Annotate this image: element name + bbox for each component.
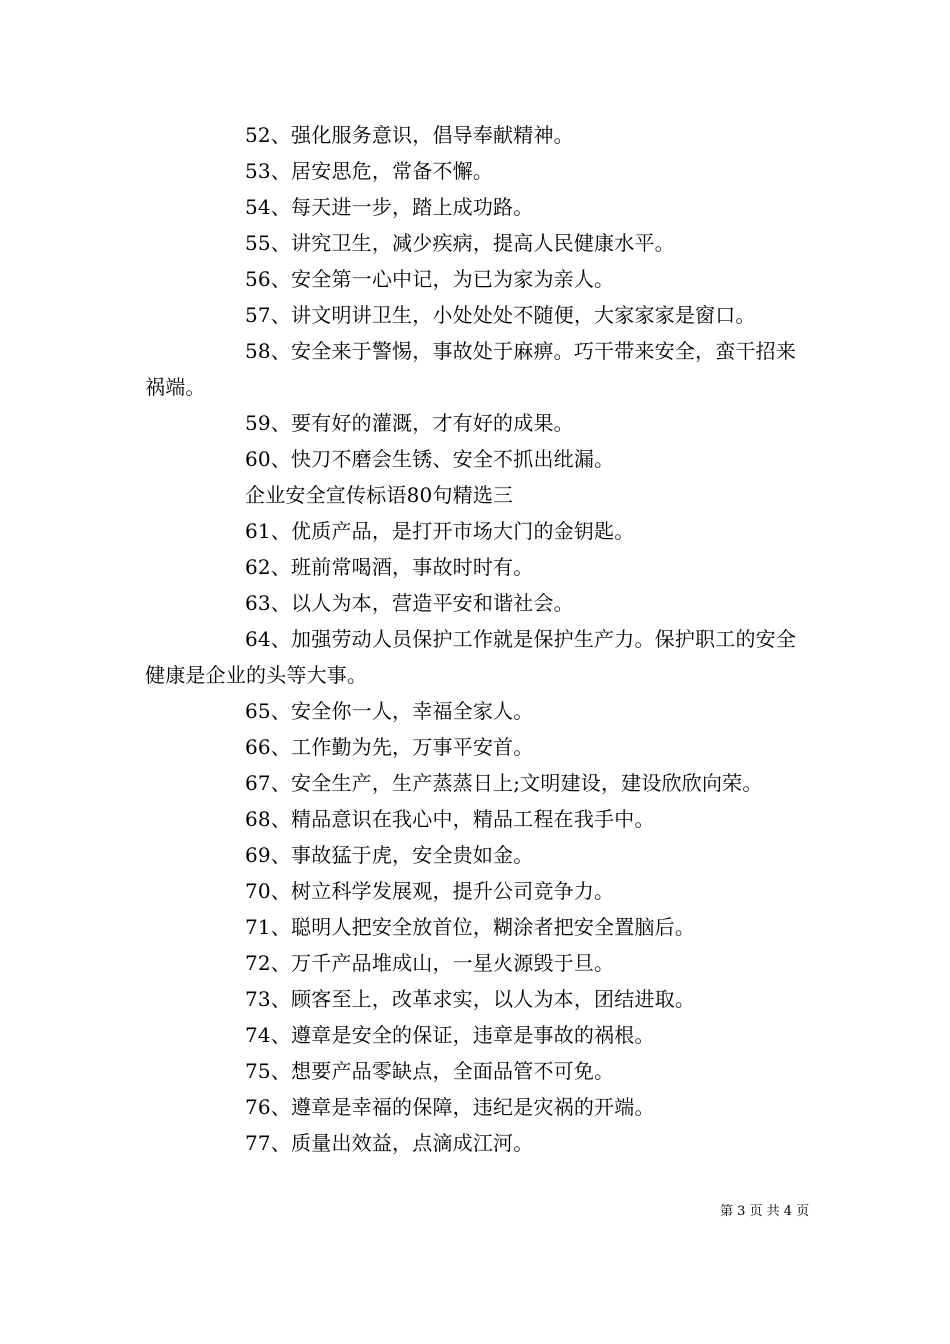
paragraph: 57、讲文明讲卫生，小处处处不随便，大家家家是窗口。 (245, 303, 756, 327)
paragraph: 72、万千产品堆成山，一星火源毁于旦。 (245, 951, 615, 975)
paragraph: 64、加强劳动人员保护工作就是保护生产力。保护职工的安全健康是企业的头等大事。 (145, 627, 797, 687)
paragraph: 71、聪明人把安全放首位，糊涂者把安全置脑后。 (245, 915, 696, 939)
paragraph: 69、事故猛于虎，安全贵如金。 (245, 843, 534, 867)
paragraph: 66、工作勤为先，万事平安首。 (245, 735, 534, 759)
paragraph: 59、要有好的灌溉，才有好的成果。 (245, 411, 574, 435)
paragraph: 56、安全第一心中记，为已为家为亲人。 (245, 267, 615, 291)
paragraph: 52、强化服务意识，倡导奉献精神。 (245, 123, 574, 147)
paragraph: 67、安全生产，生产蒸蒸日上;文明建设，建设欣欣向荣。 (245, 771, 763, 795)
page-footer: 第 3 页 共 4 页 (720, 1204, 810, 1219)
paragraph: 74、遵章是安全的保证，违章是事故的祸根。 (245, 1023, 655, 1047)
paragraph: 55、讲究卫生，减少疾病，提高人民健康水平。 (245, 231, 675, 255)
section-heading: 企业安全宣传标语80句精选三 (245, 483, 514, 507)
paragraph: 65、安全你一人，幸福全家人。 (245, 699, 534, 723)
paragraph: 70、树立科学发展观，提升公司竞争力。 (245, 879, 615, 903)
paragraph: 76、遵章是幸福的保障，违纪是灾祸的开端。 (245, 1095, 655, 1119)
paragraph: 75、想要产品零缺点，全面品管不可免。 (245, 1059, 615, 1083)
paragraph: 53、居安思危，常备不懈。 (245, 159, 494, 183)
paragraph: 60、快刀不磨会生锈、安全不抓出纰漏。 (245, 447, 615, 471)
paragraph: 58、安全来于警惕，事故处于麻痹。巧干带来安全，蛮干招来祸端。 (145, 339, 797, 399)
paragraph: 63、以人为本，营造平安和谐社会。 (245, 591, 574, 615)
paragraph: 77、质量出效益，点滴成江河。 (245, 1131, 534, 1155)
paragraph: 62、班前常喝酒，事故时时有。 (245, 555, 534, 579)
paragraph: 73、顾客至上，改革求实，以人为本，团结进取。 (245, 987, 696, 1011)
paragraph: 61、优质产品，是打开市场大门的金钥匙。 (245, 519, 635, 543)
paragraph: 54、每天进一步，踏上成功路。 (245, 195, 534, 219)
document-body (145, 117, 810, 1161)
paragraph: 68、精品意识在我心中，精品工程在我手中。 (245, 807, 655, 831)
